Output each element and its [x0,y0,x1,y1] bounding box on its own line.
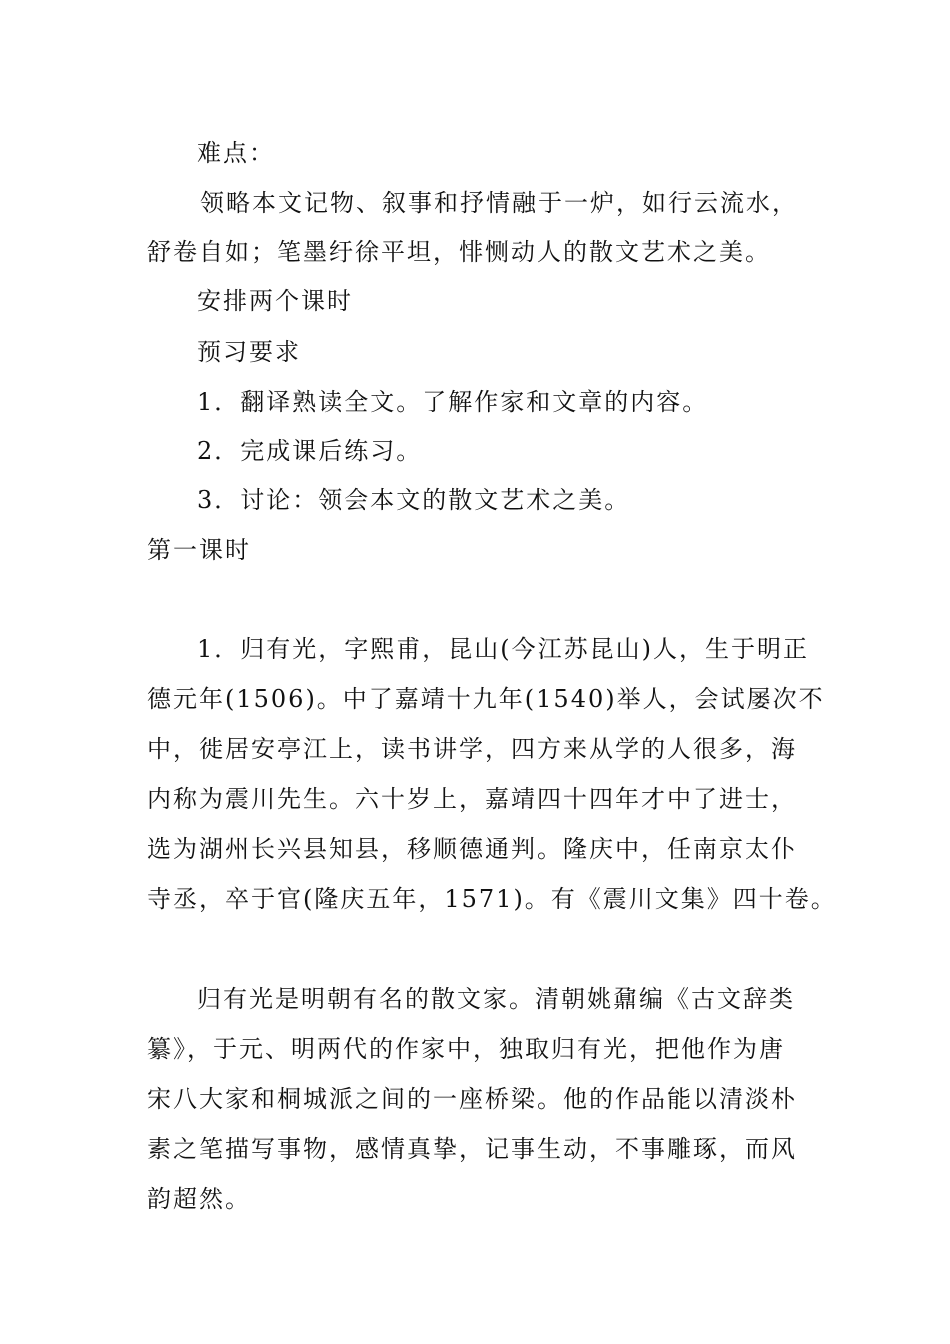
paragraph2-line-2: 纂》，于元、明两代的作家中，独取归有光，把他作为唐 [147,1035,785,1063]
paragraph1-line-3: 中，徙居安亭江上，读书讲学，四方来从学的人很多，海 [147,735,797,763]
paragraph2-line-1: 归有光是明朝有名的散文家。清朝姚鼐编《古文辞类 [197,985,795,1013]
paragraph1-line-1: 1．归有光，字熙甫，昆山(今江苏昆山)人，生于明正 [197,635,809,663]
paragraph2-line-5: 韵超然。 [147,1185,251,1213]
paragraph1-line-6: 寺丞，卒于官(隆庆五年，1571)。有《震川文集》四十卷。 [147,885,837,913]
difficulty-line-1: 领略本文记物、叙事和抒情融于一炉，如行云流水， [200,189,798,217]
paragraph2-line-4: 素之笔描写事物，感情真挚，记事生动，不事雕琢，而风 [147,1135,797,1163]
preview-item-1: 1．翻译熟读全文。了解作家和文章的内容。 [197,388,709,416]
paragraph2-line-3: 宋八大家和桐城派之间的一座桥梁。他的作品能以清淡朴 [147,1085,797,1113]
preview-item-2: 2．完成课后练习。 [197,437,423,465]
schedule-text: 安排两个课时 [197,287,353,315]
paragraph1-line-4: 内称为震川先生。六十岁上，嘉靖四十四年才中了进士， [147,785,797,813]
difficulty-line-2: 舒卷自如；笔墨纡徐平坦，悱恻动人的散文艺术之美。 [147,238,771,266]
difficulty-heading: 难点： [197,139,275,167]
paragraph1-line-5: 选为湖州长兴县知县，移顺德通判。隆庆中，任南京太仆 [147,835,797,863]
preview-item-3: 3．讨论：领会本文的散文艺术之美。 [197,486,631,514]
lesson-title: 第一课时 [147,536,251,564]
paragraph1-line-2: 德元年(1506)。中了嘉靖十九年(1540)举人，会试屡次不 [147,685,825,713]
preview-heading: 预习要求 [197,338,301,366]
